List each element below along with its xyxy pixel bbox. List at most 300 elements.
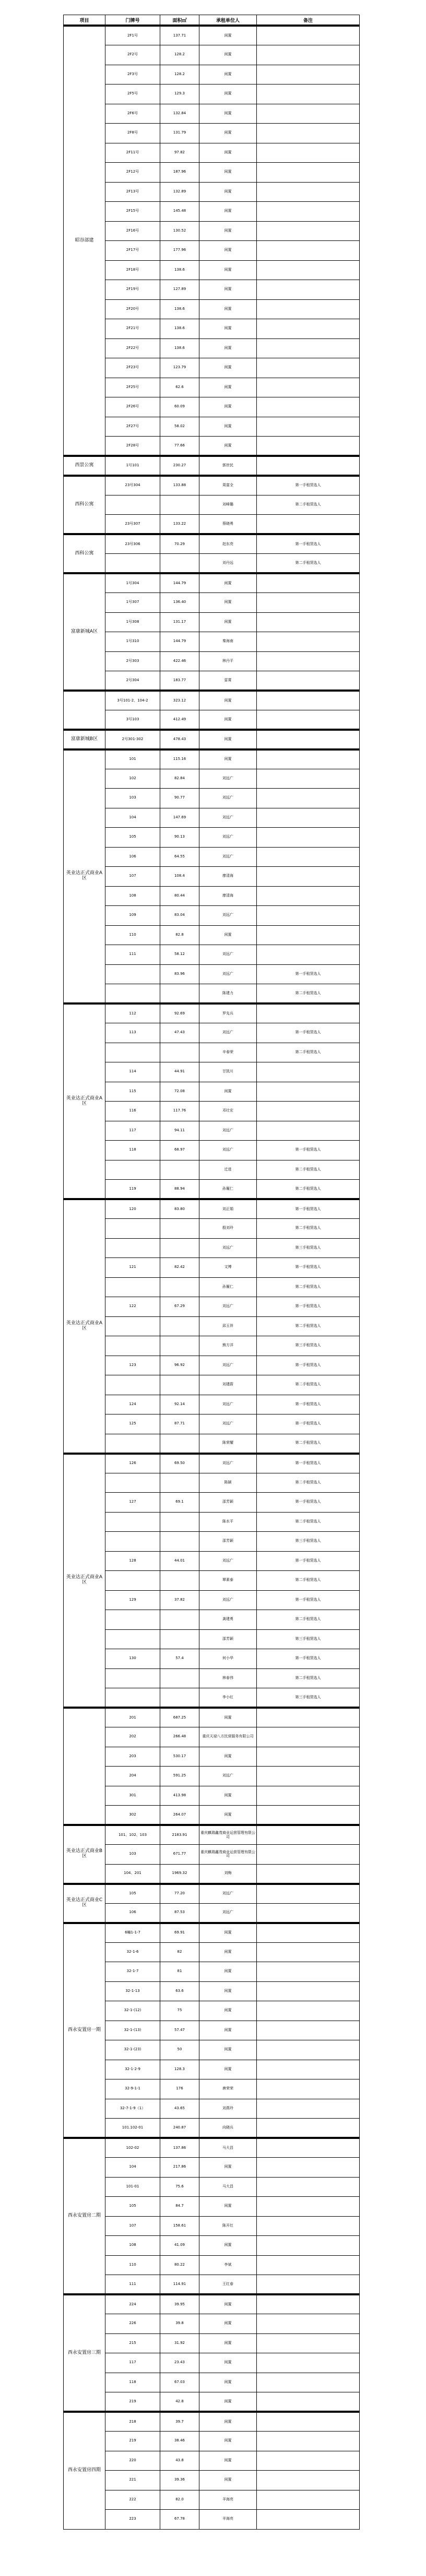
note-cell [257, 1102, 360, 1121]
note-cell [257, 1121, 360, 1141]
unit-cell: 218 [105, 2412, 160, 2432]
note-cell [257, 45, 360, 65]
unit-cell: 107 [105, 867, 160, 887]
unit-cell: 3号103 [105, 710, 160, 730]
unit-cell: 123 [105, 1356, 160, 1375]
area-cell: 136.40 [160, 593, 199, 613]
header-project: 项目 [64, 15, 105, 26]
area-cell: 133.22 [160, 515, 199, 535]
unit-cell: 107 [105, 2216, 160, 2236]
unit-cell: 117 [105, 1121, 160, 1141]
note-cell [257, 2119, 360, 2138]
area-cell: 96.92 [160, 1356, 199, 1375]
unit-cell: 1号304 [105, 573, 160, 593]
lessee-cell: 刘远广 [199, 1356, 257, 1375]
table-row [64, 65, 360, 84]
table-row [64, 1043, 360, 1062]
area-cell [160, 1375, 199, 1395]
lessee-cell: 闲置 [199, 65, 257, 84]
lessee-cell: 周富全 [199, 476, 257, 495]
area-cell: 123.79 [160, 358, 199, 378]
area-cell [160, 1512, 199, 1532]
lessee-cell: 闲置 [199, 338, 257, 358]
lessee-cell: 郭世民 [199, 456, 257, 476]
area-cell: 115.16 [160, 749, 199, 769]
unit-cell: 2F6号 [105, 104, 160, 124]
unit-cell [105, 554, 160, 574]
project-cell: 西永安置房三期 [64, 2294, 105, 2412]
area-cell: 217.86 [160, 2158, 199, 2178]
note-cell [257, 1708, 360, 1727]
note-cell [257, 2432, 360, 2451]
unit-cell: 118 [105, 1141, 160, 1160]
note-cell [257, 378, 360, 397]
area-cell: 94.11 [160, 1121, 199, 1141]
lessee-cell: 闲置 [199, 2373, 257, 2392]
unit-cell: 2F23号 [105, 358, 160, 378]
unit-cell: 124 [105, 1395, 160, 1414]
table-row [64, 964, 360, 984]
unit-cell: 2F11号 [105, 143, 160, 163]
unit-cell [105, 1688, 160, 1708]
area-cell: 23.43 [160, 2353, 199, 2373]
note-cell: 第二手租赁选人 [257, 495, 360, 515]
area-cell: 138.6 [160, 338, 199, 358]
table-row [64, 2177, 360, 2197]
unit-cell: 2F18号 [105, 260, 160, 280]
project-cell: 英业达正式商业A区 [64, 1003, 105, 1199]
lessee-cell: 刘远广 [199, 1551, 257, 1571]
note-cell [257, 2001, 360, 2021]
note-cell [257, 84, 360, 104]
lessee-cell: 刘远广 [199, 1884, 257, 1904]
unit-cell: 113 [105, 1023, 160, 1043]
lessee-cell: 刘远广 [199, 808, 257, 828]
lessee-cell: 陈水平 [199, 1512, 257, 1532]
note-cell: 第一手租赁选人 [257, 964, 360, 984]
table-row [64, 1942, 360, 1962]
lessee-cell: 闲置 [199, 2451, 257, 2471]
table-row [64, 1219, 360, 1239]
lessee-cell: 刘燕玲 [199, 2099, 257, 2119]
note-cell [257, 1082, 360, 1102]
table-row [64, 2099, 360, 2119]
lessee-cell: 雷霄 [199, 671, 257, 691]
unit-cell: 32-1-13 [105, 1981, 160, 2001]
note-cell: 第一手租赁选人 [257, 1141, 360, 1160]
area-cell: 130.52 [160, 221, 199, 241]
unit-cell: 2F3号 [105, 65, 160, 84]
unit-cell: 2F1号 [105, 26, 160, 45]
unit-cell: 220 [105, 2451, 160, 2471]
area-cell: 82.84 [160, 769, 199, 789]
table-row [64, 319, 360, 339]
area-cell [160, 1668, 199, 1688]
table-row [64, 2275, 360, 2295]
lessee-cell: 闲置 [199, 221, 257, 241]
note-cell [257, 2021, 360, 2040]
lessee-cell: 秦海南 [199, 632, 257, 652]
table-row [64, 789, 360, 808]
lessee-cell: 闲置 [199, 1981, 257, 2001]
table-row [64, 2021, 360, 2040]
lessee-cell: 李小红 [199, 1688, 257, 1708]
note-cell: 第三手租赁选人 [257, 1532, 360, 1552]
table-row [64, 2373, 360, 2392]
area-cell: 80.44 [160, 886, 199, 906]
area-cell: 138.6 [160, 299, 199, 319]
note-cell [257, 241, 360, 261]
note-cell: 第三手租赁选人 [257, 1688, 360, 1708]
area-cell [160, 1160, 199, 1180]
lessee-cell: 闲置 [199, 2353, 257, 2373]
lessee-cell: 刘远广 [199, 906, 257, 926]
note-cell [257, 1767, 360, 1786]
note-cell [257, 612, 360, 632]
note-cell: 第二手租赁选人 [257, 1512, 360, 1532]
area-cell: 88.94 [160, 1180, 199, 1200]
table-row [64, 984, 360, 1004]
table-row [64, 2216, 360, 2236]
area-cell: 58.02 [160, 417, 199, 437]
note-cell: 第二手租赁选人 [257, 1668, 360, 1688]
unit-cell: 118 [105, 2373, 160, 2392]
table-row [64, 1434, 360, 1454]
note-cell [257, 260, 360, 280]
table-row [64, 2490, 360, 2510]
note-cell: 第二手租赁选人 [257, 1277, 360, 1297]
table-row [64, 1356, 360, 1375]
note-cell [257, 1981, 360, 2001]
note-cell [257, 1806, 360, 1825]
unit-cell: 130 [105, 1649, 160, 1669]
area-cell: 144.79 [160, 573, 199, 593]
area-cell: 42.8 [160, 2392, 199, 2412]
unit-cell: 126 [105, 1454, 160, 1473]
lessee-cell: 马大昌 [199, 2138, 257, 2158]
note-cell: 第二手租赁选人 [257, 1180, 360, 1200]
rental-table-sheet [63, 15, 359, 2562]
note-cell [257, 749, 360, 769]
area-cell [160, 1473, 199, 1493]
unit-cell: 1号307 [105, 593, 160, 613]
area-cell: 82 [160, 1942, 199, 1962]
unit-cell: 2F28号 [105, 437, 160, 456]
lessee-cell: 重庆麒瑞鑫茂商业运营管理有限公司 [199, 1825, 257, 1845]
note-cell: 第一手租赁选人 [257, 1414, 360, 1434]
note-cell: 第一手租赁选人 [257, 1493, 360, 1513]
note-cell [257, 2060, 360, 2079]
lessee-cell: 刘远广 [199, 1395, 257, 1414]
lessee-cell: 王红春 [199, 2275, 257, 2295]
lessee-cell: 林春伟 [199, 1668, 257, 1688]
table-row [64, 1923, 360, 1943]
area-cell: 39.95 [160, 2294, 199, 2314]
area-cell: 132.84 [160, 104, 199, 124]
lessee-cell: 闲置 [199, 1747, 257, 1767]
unit-cell: 122 [105, 1297, 160, 1317]
note-cell [257, 1864, 360, 1884]
note-cell: 第一手租赁选人 [257, 1551, 360, 1571]
table-row [64, 2432, 360, 2451]
lessee-cell: 龚建勇 [199, 1610, 257, 1630]
unit-cell: 1号308 [105, 612, 160, 632]
unit-cell: 32-9-1-1 [105, 2079, 160, 2099]
lessee-cell: 闲置 [199, 417, 257, 437]
area-cell: 478.43 [160, 730, 199, 749]
note-cell [257, 2333, 360, 2353]
table-row [64, 45, 360, 65]
unit-cell: 127 [105, 1493, 160, 1513]
table-row [64, 1003, 360, 1023]
area-cell [160, 1434, 199, 1454]
table-row [64, 1884, 360, 1904]
note-cell: 第一手租赁选人 [257, 1454, 360, 1473]
area-cell: 68.97 [160, 1141, 199, 1160]
table-row [64, 338, 360, 358]
unit-cell: 32-1-7 [105, 1962, 160, 1982]
area-cell: 530.17 [160, 1747, 199, 1767]
unit-cell [105, 1532, 160, 1552]
table-row [64, 710, 360, 730]
table-row [64, 1454, 360, 1473]
area-cell [160, 1629, 199, 1649]
unit-cell: 111 [105, 945, 160, 965]
note-cell [257, 945, 360, 965]
unit-cell: 2F21号 [105, 319, 160, 339]
note-cell [257, 456, 360, 476]
lessee-cell: 马大昌 [199, 2177, 257, 2197]
area-cell: 75.6 [160, 2177, 199, 2197]
table-row [64, 1141, 360, 1160]
unit-cell: 102 [105, 769, 160, 789]
project-cell [64, 1708, 105, 1825]
lessee-cell: 闲置 [199, 358, 257, 378]
lessee-cell: 刘远广 [199, 945, 257, 965]
lessee-cell: 闲置 [199, 2236, 257, 2256]
table-row [64, 1806, 360, 1825]
note-cell [257, 789, 360, 808]
area-cell: 128.2 [160, 45, 199, 65]
table-row [64, 691, 360, 710]
area-cell: 77.66 [160, 437, 199, 456]
unit-cell: 111 [105, 2275, 160, 2295]
table-row [64, 2158, 360, 2178]
unit-cell: 219 [105, 2392, 160, 2412]
unit-cell: 2F19号 [105, 280, 160, 300]
unit-cell: 2F25号 [105, 378, 160, 397]
note-cell [257, 710, 360, 730]
table-row [64, 2471, 360, 2490]
area-cell [160, 1043, 199, 1062]
note-cell: 第一手租赁选人 [257, 1023, 360, 1043]
note-cell [257, 2216, 360, 2236]
note-cell [257, 651, 360, 671]
lessee-cell: 覃素泰 [199, 1571, 257, 1591]
table-row [64, 143, 360, 163]
lessee-cell: 闲置 [199, 202, 257, 222]
note-cell: 第二手租赁选人 [257, 1316, 360, 1336]
table-row [64, 358, 360, 378]
table-row [64, 456, 360, 476]
area-cell: 187.96 [160, 163, 199, 183]
area-cell: 1969.32 [160, 1864, 199, 1884]
unit-cell [105, 984, 160, 1004]
note-cell [257, 104, 360, 124]
project-cell: 西永安置房一期 [64, 1923, 105, 2138]
note-cell [257, 2177, 360, 2197]
area-cell: 83.96 [160, 964, 199, 984]
lessee-cell: 刘梅 [199, 1864, 257, 1884]
table-row [64, 182, 360, 202]
note-cell [257, 2255, 360, 2275]
note-cell [257, 437, 360, 456]
table-row [64, 2001, 360, 2021]
lessee-cell: 陈开红 [199, 2216, 257, 2236]
note-cell [257, 143, 360, 163]
table-row [64, 2412, 360, 2432]
project-cell: 英业达正式商业A区 [64, 749, 105, 1004]
lessee-cell: 闲置 [199, 2001, 257, 2021]
area-cell: 31.92 [160, 2333, 199, 2353]
unit-cell: 104 [105, 808, 160, 828]
note-cell [257, 2099, 360, 2119]
note-cell [257, 769, 360, 789]
table-row [64, 808, 360, 828]
note-cell [257, 417, 360, 437]
note-cell [257, 2451, 360, 2471]
note-cell: 第一手租赁选人 [257, 1199, 360, 1219]
note-cell [257, 2158, 360, 2178]
area-cell: 137.71 [160, 26, 199, 45]
lessee-cell: 邓壮宏 [199, 1102, 257, 1121]
note-cell [257, 1903, 360, 1923]
area-cell: 83.80 [160, 1199, 199, 1219]
project-cell: 西永安置房四期 [64, 2412, 105, 2529]
project-cell: 英业达正式商业C区 [64, 1884, 105, 1923]
unit-cell: 302 [105, 1806, 160, 1825]
table-row [64, 1590, 360, 1610]
lessee-cell: 闲置 [199, 2471, 257, 2490]
lessee-cell: 刘远广 [199, 1903, 257, 1923]
area-cell: 84.7 [160, 2197, 199, 2217]
area-cell: 422.46 [160, 651, 199, 671]
table-row [64, 554, 360, 574]
lessee-cell: 刘建蔚 [199, 1375, 257, 1395]
table-row [64, 828, 360, 848]
area-cell: 131.17 [160, 612, 199, 632]
area-cell: 158.61 [160, 2216, 199, 2236]
area-cell [160, 1277, 199, 1297]
area-cell: 183.77 [160, 671, 199, 691]
lessee-cell: 林丹平 [199, 651, 257, 671]
lessee-cell: 刘远广 [199, 1141, 257, 1160]
unit-cell [105, 1219, 160, 1239]
area-cell: 82.42 [160, 1258, 199, 1278]
area-cell: 413.98 [160, 1786, 199, 1806]
area-cell: 63.6 [160, 1981, 199, 2001]
project-cell: 英业达正式商业B区 [64, 1825, 105, 1884]
unit-cell: 129 [105, 1590, 160, 1610]
lessee-cell: 闲置 [199, 163, 257, 183]
area-cell: 39.7 [160, 2412, 199, 2432]
lessee-cell: 迁进 [199, 1160, 257, 1180]
project-cell: 富康新城A区 [64, 573, 105, 691]
unit-cell [105, 1512, 160, 1532]
table-row [64, 1551, 360, 1571]
project-cell: 西景公寓 [64, 456, 105, 476]
table-row [64, 2314, 360, 2334]
area-cell: 138.6 [160, 260, 199, 280]
area-cell: 240.87 [160, 2119, 199, 2138]
lessee-cell: 刘远广 [199, 847, 257, 867]
note-cell [257, 2353, 360, 2373]
note-cell: 第二手租赁选人 [257, 984, 360, 1004]
table-row [64, 2079, 360, 2099]
area-cell: 90.13 [160, 828, 199, 848]
lessee-cell: 闲置 [199, 26, 257, 45]
unit-cell: 224 [105, 2294, 160, 2314]
project-cell: 昭谷部建 [64, 26, 105, 456]
area-cell [160, 1238, 199, 1258]
note-cell: 第一手租赁选人 [257, 1649, 360, 1669]
note-cell [257, 397, 360, 417]
lessee-cell: 闲置 [199, 2158, 257, 2178]
unit-cell: 2F16号 [105, 221, 160, 241]
table-row [64, 1629, 360, 1649]
note-cell: 第二手租赁选人 [257, 1434, 360, 1454]
unit-cell: 1号101 [105, 456, 160, 476]
area-cell: 591.25 [160, 1767, 199, 1786]
unit-cell: 2F17号 [105, 241, 160, 261]
table-row [64, 1610, 360, 1630]
table-row [64, 886, 360, 906]
lessee-cell: 闲置 [199, 2412, 257, 2432]
table-row [64, 124, 360, 143]
note-cell [257, 1727, 360, 1747]
lessee-cell: 邵芳颖 [199, 1493, 257, 1513]
unit-cell: 32-1-(12) [105, 2001, 160, 2021]
table-row [64, 397, 360, 417]
area-cell: 82.0 [160, 2490, 199, 2510]
area-cell: 60.09 [160, 397, 199, 417]
unit-cell: 2F20号 [105, 299, 160, 319]
lessee-cell: 唐荣荣 [199, 2079, 257, 2099]
note-cell [257, 124, 360, 143]
unit-cell: 32-7-1-9（1） [105, 2099, 160, 2119]
lessee-cell: 蔡晓勇 [199, 515, 257, 535]
area-cell: 131.79 [160, 124, 199, 143]
table-row [64, 1649, 360, 1669]
unit-cell [105, 1375, 160, 1395]
area-cell: 64.55 [160, 847, 199, 867]
area-cell: 97.82 [160, 143, 199, 163]
table-row [64, 2255, 360, 2275]
unit-cell: 221 [105, 2471, 160, 2490]
area-cell [160, 1532, 199, 1552]
lessee-cell: 闲置 [199, 1962, 257, 1982]
note-cell [257, 867, 360, 887]
lessee-cell: 闲置 [199, 241, 257, 261]
area-cell: 41.09 [160, 2236, 199, 2256]
table-row [64, 260, 360, 280]
area-cell: 82.8 [160, 925, 199, 945]
area-cell: 58.12 [160, 945, 199, 965]
lessee-cell: 闲置 [199, 1806, 257, 1825]
lessee-cell: 闲置 [199, 2314, 257, 2334]
lessee-cell: 闲置 [199, 280, 257, 300]
note-cell [257, 1923, 360, 1943]
